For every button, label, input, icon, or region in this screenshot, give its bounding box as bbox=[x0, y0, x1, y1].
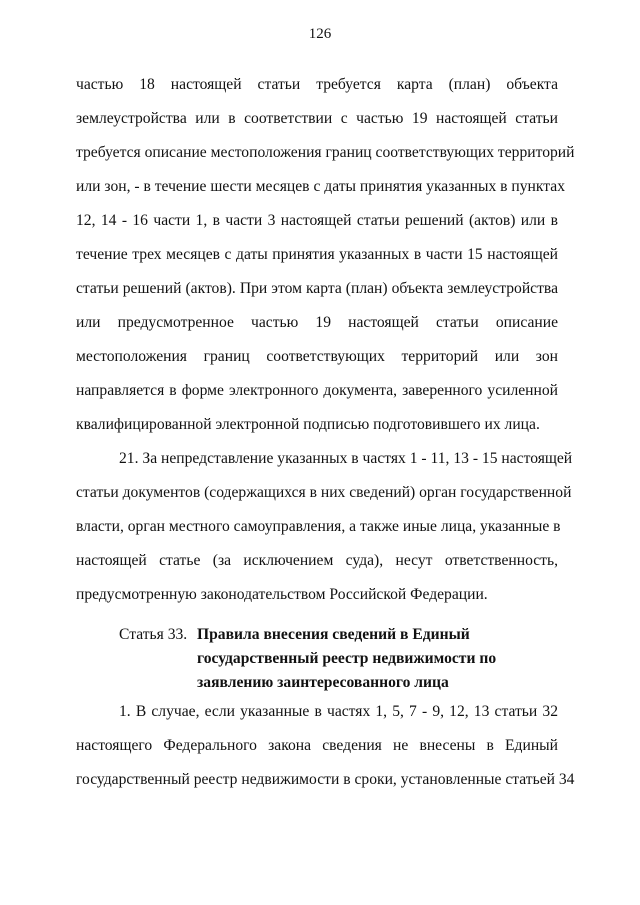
text-line: или зон, - в течение шести месяцев с даты принятия указанных в пунктах bbox=[76, 178, 565, 195]
text-line: течение трех месяцев с даты принятия указанных в части 15 настоящей bbox=[76, 246, 558, 263]
article-heading bbox=[76, 623, 558, 695]
text-line: статьи решений (актов). При этом карта (план) объекта землеустройства bbox=[76, 280, 558, 297]
text-line: или предусмотренное частью 19 настоящей статьи описание bbox=[76, 314, 558, 331]
text-line: статьи документов (содержащихся в них сведений) орган государственной bbox=[76, 484, 572, 501]
text-line: частью 18 настоящей статьи требуется карта (план) объекта bbox=[76, 76, 558, 93]
document-body bbox=[76, 68, 575, 797]
text-line: власти, орган местного самоуправления, а также иные лица, указанные в bbox=[76, 518, 561, 535]
article-title bbox=[197, 623, 517, 695]
page-number: 126 bbox=[308, 26, 332, 42]
paragraph-21 bbox=[76, 442, 573, 612]
article-title-line: государственный реестр недвижимости по bbox=[197, 650, 497, 667]
text-line: местоположения границ соответствующих территорий или зон bbox=[76, 348, 558, 365]
text-line: землеустройства или в соответствии с частью 19 настоящей статьи bbox=[76, 110, 558, 127]
text-line: настоящей статье (за исключением суда), несут ответственность, bbox=[76, 552, 558, 569]
text-line: государственный реестр недвижимости в сроки, установленные статьей 34 bbox=[76, 771, 575, 788]
text-line: настоящего Федерального закона сведения не внесены в Единый bbox=[76, 737, 558, 754]
text-line: 12, 14 - 16 части 1, в части 3 настоящей статьи решений (актов) или в bbox=[76, 212, 558, 229]
text-line: 1. В случае, если указанные в частях 1, 5, 7 - 9, 12, 13 статьи 32 bbox=[119, 703, 558, 720]
text-line: квалифицированной электронной подписью подготовившего их лица. bbox=[76, 416, 540, 433]
article-title-line: Правила внесения сведений в Единый bbox=[197, 626, 470, 643]
text-line: 21. За непредставление указанных в частях 1 - 11, 13 - 15 настоящей bbox=[119, 450, 573, 467]
paragraph-continued bbox=[76, 68, 575, 442]
text-line: предусмотренную законодательством Российской Федерации. bbox=[76, 586, 488, 603]
text-line: направляется в форме электронного документа, заверенного усиленной bbox=[76, 382, 558, 399]
article-title-line: заявлению заинтересованного лица bbox=[197, 674, 449, 691]
article-number: Статья 33. bbox=[119, 626, 188, 643]
text-line: требуется описание местоположения границ соответствующих территорий bbox=[76, 144, 575, 161]
paragraph-article-33-1 bbox=[76, 695, 575, 797]
